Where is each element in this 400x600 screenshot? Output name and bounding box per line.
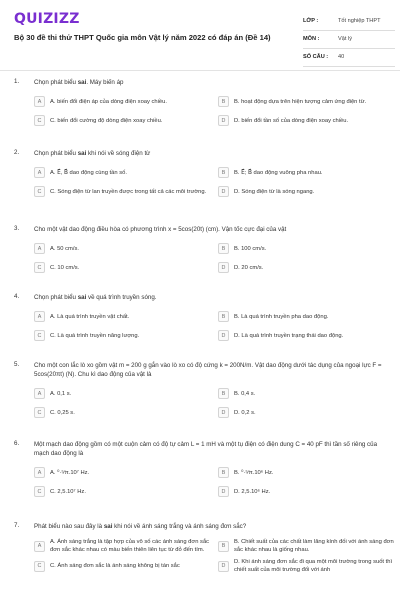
question-text-part: khi nói về sóng điện từ [86, 150, 151, 157]
answer-option-c[interactable] [34, 484, 210, 499]
option-text: A. Là quá trình truyền vật chất. [50, 313, 130, 320]
option-letter-box: B [218, 167, 229, 178]
meta-row-subject [303, 31, 395, 49]
answer-option-c[interactable] [34, 260, 210, 275]
option-text: C. Ánh sáng đơn sắc là ánh sáng không bị tán sắc [50, 563, 180, 569]
question-item [14, 78, 390, 128]
meta-row-count [303, 49, 395, 67]
question-text [34, 522, 390, 531]
answer-option-c[interactable] [34, 113, 210, 128]
option-letter-box: A [34, 541, 45, 552]
meta-table [303, 13, 395, 67]
option-letter-box: A [34, 311, 45, 322]
question-text-part: Một mạch dao động gồm có một cuộn cảm có độ tự cảm L = 1 mH và một tụ điện có điện dung C = 40 pF thì tần số riêng của mạch dao động là [34, 441, 378, 457]
answer-option-d[interactable] [218, 484, 394, 499]
option-letter-box: B [218, 467, 229, 478]
question-item [14, 225, 390, 275]
option-letter-box: D [218, 115, 229, 126]
answer-option-c[interactable] [34, 328, 210, 343]
option-text: A. biến đổi điện áp của dòng điện xoay chiều. [50, 98, 167, 105]
option-letter-box: C [34, 186, 45, 197]
option-letter-box: B [218, 96, 229, 107]
answer-option-a[interactable] [34, 165, 210, 180]
meta-label: SỐ CÂU : [303, 54, 329, 60]
option-text: D. Sóng điện từ là sóng ngang. [234, 188, 315, 195]
question-text [34, 293, 390, 302]
answer-option-a[interactable] [34, 465, 210, 480]
meta-value: 40 [338, 54, 345, 60]
answer-option-d[interactable] [218, 328, 394, 343]
option-letter-box: C [34, 407, 45, 418]
option-text: B. Là quá trình truyền pha dao động. [234, 313, 329, 320]
option-letter-box: C [34, 115, 45, 126]
options-grid [34, 94, 390, 128]
option-text: A. ⁰·⁵⁄π.10⁷ Hz. [50, 469, 90, 476]
question-text-part: Chọn phát biểu [34, 79, 78, 86]
option-letter-box: B [218, 541, 229, 552]
question-number: 1. [14, 78, 20, 85]
document-title: Bộ 30 đề thi thử THPT Quốc gia môn Vật lý năm 2022 có đáp án (Đề 14) [14, 33, 271, 42]
question-text-part: khi nói về ánh sáng trắng và ánh sáng đơn sắc? [112, 523, 247, 530]
option-text: A. 0,1 s. [50, 390, 72, 397]
options-grid [34, 165, 390, 199]
question-keyword: sai [77, 294, 87, 301]
answer-option-b[interactable] [218, 309, 394, 324]
option-text: C. Là quá trình truyền năng lượng. [50, 332, 140, 339]
answer-option-b[interactable] [218, 241, 394, 256]
question-number: 4. [14, 293, 20, 300]
option-letter-box: C [34, 486, 45, 497]
answer-option-b[interactable] [218, 538, 394, 554]
question-item [14, 293, 390, 343]
question-keyword: sai [77, 150, 87, 157]
question-text-part: Phát biểu nào sau đây là [34, 523, 104, 530]
option-letter-box: A [34, 243, 45, 254]
answer-option-d[interactable] [218, 558, 394, 574]
option-text: C. 2,5.10⁷ Hz. [50, 488, 86, 495]
answer-option-a[interactable] [34, 386, 210, 401]
question-number: 7. [14, 522, 20, 529]
option-text: D. 2,5.10⁶ Hz. [234, 488, 271, 495]
answer-option-d[interactable] [218, 405, 394, 420]
option-text: B. hoạt động dựa trên hiện tượng cảm ứng điện từ. [234, 98, 367, 105]
question-number: 2. [14, 149, 20, 156]
option-text: C. Sóng điện từ lan truyền được trong tất cả các môi trường. [50, 188, 207, 195]
question-number: 3. [14, 225, 20, 232]
option-text: C. biến đổi cường độ dòng điện xoay chiều. [50, 117, 163, 124]
question-text-part: Chọn phát biểu [34, 294, 78, 301]
question-text [34, 149, 390, 158]
meta-value: Vật lý [338, 36, 352, 42]
option-letter-box: D [218, 262, 229, 273]
answer-option-b[interactable] [218, 94, 394, 109]
question-text [34, 361, 390, 379]
answer-option-a[interactable] [34, 94, 210, 109]
answer-option-a[interactable] [34, 538, 210, 554]
quizizz-logo: QUIZIZZ [14, 11, 80, 27]
question-keyword: sai [103, 523, 113, 530]
option-text: B. 0,4 s. [234, 390, 256, 397]
answer-option-b[interactable] [218, 386, 394, 401]
answer-option-b[interactable] [218, 465, 394, 480]
option-letter-box: B [218, 388, 229, 399]
question-item [14, 522, 394, 574]
option-text: B. E⃗; B⃗ dao động vuông pha nhau. [234, 169, 323, 176]
meta-value: Tốt nghiệp THPT [338, 18, 381, 24]
options-grid [34, 386, 390, 420]
option-letter-box: D [218, 186, 229, 197]
option-letter-box: A [34, 388, 45, 399]
question-text-part: Chọn phát biểu [34, 150, 78, 157]
options-grid [34, 538, 394, 574]
answer-option-a[interactable] [34, 309, 210, 324]
question-text [34, 78, 390, 87]
option-text: D. biến đổi tần số của dòng điện xoay chiều. [234, 117, 349, 124]
option-text: B. 100 cm/s. [234, 245, 267, 252]
question-text-part: về quá trình truyền sóng. [86, 294, 157, 301]
option-letter-box: B [218, 243, 229, 254]
meta-row-class [303, 13, 395, 31]
question-text [34, 225, 390, 234]
option-letter-box: C [34, 561, 45, 572]
option-text: D. Khi ánh sáng đơn sắc đi qua một môi trường trong suốt thì chiết suất của môi trường đối với ánh [234, 559, 393, 573]
options-grid [34, 309, 390, 343]
option-text: C. 10 cm/s. [50, 264, 80, 271]
option-text: C. 0,25 s. [50, 409, 75, 416]
answer-option-b[interactable] [218, 165, 394, 180]
question-keyword: sai [77, 79, 87, 86]
question-text-part: Cho một con lắc lò xo gồm vật m = 200 g gắn vào lò xo có độ cứng k = 200N/m. Vật dao động dưới tác dụng của ngoại lực F = 5cos(20πt) (N). Chu kì dao động của vật là [34, 362, 382, 378]
question-text-part: . Máy biến áp [86, 79, 124, 86]
header [0, 0, 400, 71]
option-letter-box: A [34, 167, 45, 178]
option-letter-box: C [34, 330, 45, 341]
option-letter-box: D [218, 330, 229, 341]
question-number: 5. [14, 361, 20, 368]
answer-option-c[interactable] [34, 184, 210, 199]
option-text: D. 20 cm/s. [234, 264, 264, 271]
options-grid [34, 465, 390, 499]
question-text-part: Cho một vật dao động điều hòa có phương trình x = 5cos(20t) (cm). Vận tốc cực đại của vật [34, 226, 287, 233]
question-number: 6. [14, 440, 20, 447]
option-text: A. 50 cm/s. [50, 245, 79, 252]
option-text: A. Ánh sáng trắng là tập hợp của vô số các ánh sáng đơn sắc đơn sắc khác nhau có màu biến thiên liên tục từ đỏ đến tím. [50, 539, 210, 553]
question-text [34, 440, 390, 458]
option-letter-box: C [34, 262, 45, 273]
answer-option-c[interactable] [34, 405, 210, 420]
question-item [14, 361, 390, 420]
answer-option-d[interactable] [218, 113, 394, 128]
option-text: D. Là quá trình truyền trạng thái dao động. [234, 332, 344, 339]
question-item [14, 440, 390, 499]
answer-option-c[interactable] [34, 558, 210, 574]
answer-option-d[interactable] [218, 260, 394, 275]
meta-label: LỚP : [303, 18, 319, 24]
option-letter-box: D [218, 561, 229, 572]
options-grid [34, 241, 390, 275]
option-text: D. 0,2 s. [234, 409, 256, 416]
option-letter-box: D [218, 486, 229, 497]
option-letter-box: D [218, 407, 229, 418]
answer-option-a[interactable] [34, 241, 210, 256]
answer-option-d[interactable] [218, 184, 394, 199]
option-text: B. ⁰·⁵⁄π.10⁶ Hz. [234, 469, 274, 476]
meta-label: MÔN : [303, 36, 320, 42]
question-item [14, 149, 390, 199]
option-text: A. E⃗, B⃗ dao động cùng tần số. [50, 169, 127, 176]
option-letter-box: A [34, 96, 45, 107]
option-text: B. Chiết suất của các chất làm lăng kính đối với ánh sáng đơn sắc khác nhau là giống nhau. [234, 539, 394, 553]
option-letter-box: A [34, 467, 45, 478]
option-letter-box: B [218, 311, 229, 322]
